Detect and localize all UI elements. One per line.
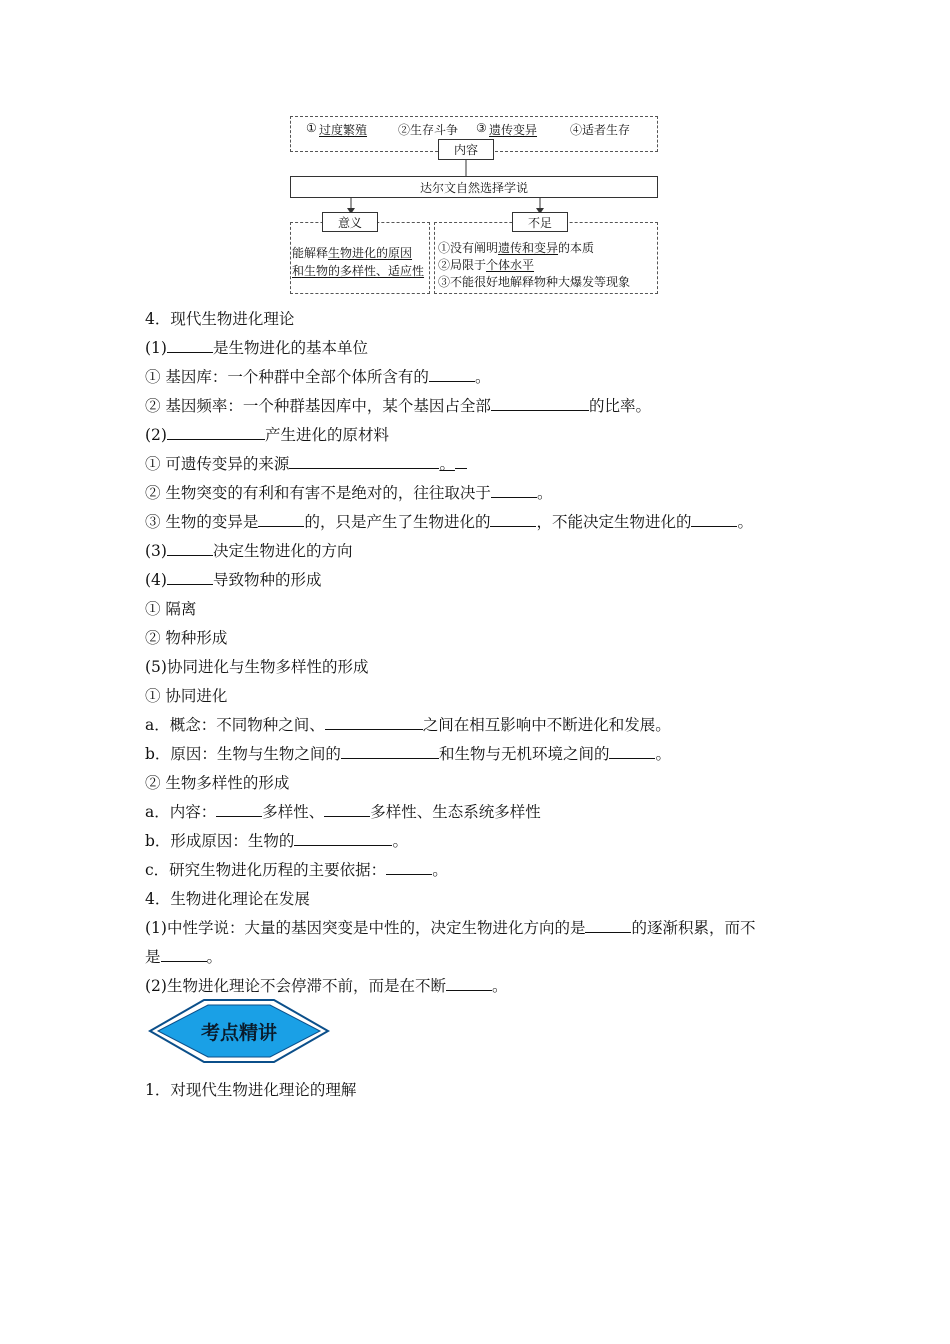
shortcoming-text-1b: 遗传和变异 xyxy=(498,241,559,255)
line-text: ② 生物多样性的形成 xyxy=(145,774,290,792)
line-text: ③ 生物的变异是 xyxy=(145,513,259,531)
line-text: 的逐渐积累，而不 xyxy=(631,919,756,937)
answer-blank[interactable] xyxy=(167,425,265,440)
significance-line-1 xyxy=(292,244,412,261)
fill-line-gene-frequency xyxy=(145,396,651,416)
section-heading-modern-theory xyxy=(145,309,294,329)
significance-label-box xyxy=(322,212,378,232)
line-text: b．原因：生物与生物之间的 xyxy=(145,745,341,763)
fill-line-cause xyxy=(145,744,671,764)
line-text: (4) xyxy=(145,571,167,589)
shortcoming-text-1a: ①没有阐明 xyxy=(438,241,499,255)
line-text: 导致物种的形成 xyxy=(212,571,322,589)
darwin-theory-diagram xyxy=(288,112,660,296)
line-text: 。 xyxy=(491,977,508,995)
shortcoming-line-1 xyxy=(438,239,594,256)
line-text: 。 xyxy=(206,948,223,966)
content-label: 内容 xyxy=(453,143,478,157)
significance-label: 意义 xyxy=(337,215,362,230)
answer-blank[interactable] xyxy=(609,744,655,759)
item-variation: 遗传变异 xyxy=(489,123,538,137)
answer-blank[interactable] xyxy=(491,396,589,411)
section-heading-understanding xyxy=(145,1080,356,1100)
list-item-isolation xyxy=(145,599,196,619)
answer-blank-tail xyxy=(455,454,467,469)
line-text: 。 xyxy=(432,861,448,879)
significance-text-cause: 生物进化的原因 xyxy=(328,246,413,260)
significance-text-adaptation: 、适应性 xyxy=(376,264,425,278)
answer-blank[interactable] xyxy=(258,512,304,527)
line-text: 4．现代生物进化理论 xyxy=(145,310,295,328)
significance-text-plain: 能解释 xyxy=(292,246,329,260)
line-text: 4．生物进化理论在发展 xyxy=(145,890,310,908)
line-text: ① 可遗传变异的来源 xyxy=(145,455,290,473)
line-text: (1) xyxy=(145,339,167,357)
line-text: ② 生物突变的有利和有害不是绝对的，往往取决于 xyxy=(145,484,491,502)
line-text: (2)生物进化理论不会停滞不前，而是在不断 xyxy=(145,977,446,995)
main-title-box xyxy=(290,176,658,198)
main-title: 达尔文自然选择学说 xyxy=(419,180,528,195)
item-3-marker: ③ xyxy=(476,121,487,135)
line-text: 。 xyxy=(392,832,408,850)
shortcoming-line-3: ③不能很好地解释物种大爆发等现象 xyxy=(438,275,631,289)
fill-line-variation-direction xyxy=(145,512,753,532)
line-text: 。 xyxy=(737,513,753,531)
line-text: (1)中性学说：大量的基因突变是中性的，决定生物进化方向的是 xyxy=(145,919,586,937)
fill-line-evidence xyxy=(145,860,448,880)
shortcoming-line-2 xyxy=(438,256,534,273)
line-text: a．概念：不同物种之间、 xyxy=(145,716,325,734)
fill-line-neutral-theory xyxy=(145,918,755,938)
fill-line-direction xyxy=(145,541,352,561)
fill-line-population xyxy=(145,338,368,358)
line-text: 。 xyxy=(439,455,455,473)
shortcoming-label-box xyxy=(512,212,568,232)
line-text: 多样性、 xyxy=(262,803,325,821)
answer-blank[interactable] xyxy=(386,860,432,875)
line-text: ② 基因频率：一个种群基因库中，某个基因占全部 xyxy=(145,397,491,415)
line-text: ① 隔离 xyxy=(145,600,197,618)
fill-line-raw-material xyxy=(145,425,389,445)
line-text: 。 xyxy=(474,368,491,386)
line-text: 的比率。 xyxy=(588,397,651,415)
answer-blank[interactable] xyxy=(167,338,213,353)
significance-text-diversity: 和生物的多样性 xyxy=(292,264,377,278)
answer-blank[interactable] xyxy=(446,976,492,991)
shortcoming-text-2b: 个体水平 xyxy=(486,258,535,272)
line-text: a．内容： xyxy=(145,803,217,821)
line-text: ① 协同进化 xyxy=(145,687,228,705)
badge-label: 考点精讲 xyxy=(200,1022,277,1044)
answer-blank[interactable] xyxy=(167,541,213,556)
key-points-badge xyxy=(146,998,332,1064)
answer-blank[interactable] xyxy=(691,512,737,527)
line-text: 和生物与无机环境之间的 xyxy=(438,745,610,763)
item-struggle: ②生存斗争 xyxy=(398,123,459,137)
line-text: 的，只是产生了生物进化的 xyxy=(304,513,491,531)
line-text: (5)协同进化与生物多样性的形成 xyxy=(145,658,369,676)
answer-blank[interactable] xyxy=(490,512,536,527)
answer-blank[interactable] xyxy=(491,483,537,498)
fill-line-formation-cause xyxy=(145,831,408,851)
shortcoming-text-2a: ②局限于 xyxy=(438,258,487,272)
fill-line-variation-source xyxy=(145,454,467,474)
line-text: (2) xyxy=(145,426,167,444)
line-text: 。 xyxy=(655,745,671,763)
line-text: 。 xyxy=(536,484,553,502)
fill-line-mutation-benefit xyxy=(145,483,552,503)
line-text: 是生物进化的基本单位 xyxy=(212,339,368,357)
fill-line-development xyxy=(145,976,507,996)
shortcoming-label: 不足 xyxy=(527,215,552,230)
answer-blank[interactable] xyxy=(341,744,439,759)
line-text: 多样性、生态系统多样性 xyxy=(370,803,541,821)
list-item-species-formation xyxy=(145,628,227,648)
line-text: 产生进化的原材料 xyxy=(264,426,389,444)
answer-blank[interactable] xyxy=(216,802,262,817)
answer-blank[interactable] xyxy=(289,454,439,469)
fill-line-content xyxy=(145,802,541,822)
list-item-coevolution xyxy=(145,686,227,706)
item-overbreeding: 过度繁殖 xyxy=(319,123,368,137)
significance-line-2 xyxy=(292,262,424,279)
line-text: (3) xyxy=(145,542,167,560)
line-text: ，不能决定生物进化的 xyxy=(536,513,692,531)
line-text: 1．对现代生物进化理论的理解 xyxy=(145,1081,357,1099)
line-text: ② 物种形成 xyxy=(145,629,228,647)
line-text: ① 基因库：一个种群中全部个体所含有的 xyxy=(145,368,429,386)
fill-line-gene-pool xyxy=(145,367,490,387)
section-heading-developing xyxy=(145,889,310,909)
answer-blank[interactable] xyxy=(294,831,392,846)
item-1-marker: ① xyxy=(306,121,317,135)
item-survival: ④适者生存 xyxy=(570,123,631,137)
list-item-biodiversity xyxy=(145,773,289,793)
answer-blank[interactable] xyxy=(324,802,370,817)
answer-blank[interactable] xyxy=(585,918,631,933)
line-text: c．研究生物进化历程的主要依据： xyxy=(145,861,387,879)
shortcoming-text-1c: 的本质 xyxy=(558,241,595,255)
subheading-coevolution xyxy=(145,657,368,677)
fill-line-speciation xyxy=(145,570,321,590)
answer-blank[interactable] xyxy=(161,947,207,962)
line-text: b．形成原因：生物的 xyxy=(145,832,295,850)
fill-line-neutral-theory-cont xyxy=(145,947,222,967)
answer-blank[interactable] xyxy=(325,715,423,730)
line-text: 是 xyxy=(145,948,161,966)
line-text: 决定生物进化的方向 xyxy=(212,542,353,560)
answer-blank[interactable] xyxy=(429,367,475,382)
answer-blank[interactable] xyxy=(167,570,213,585)
line-text: 之间在相互影响中不断进化和发展。 xyxy=(422,716,671,734)
fill-line-concept xyxy=(145,715,671,735)
